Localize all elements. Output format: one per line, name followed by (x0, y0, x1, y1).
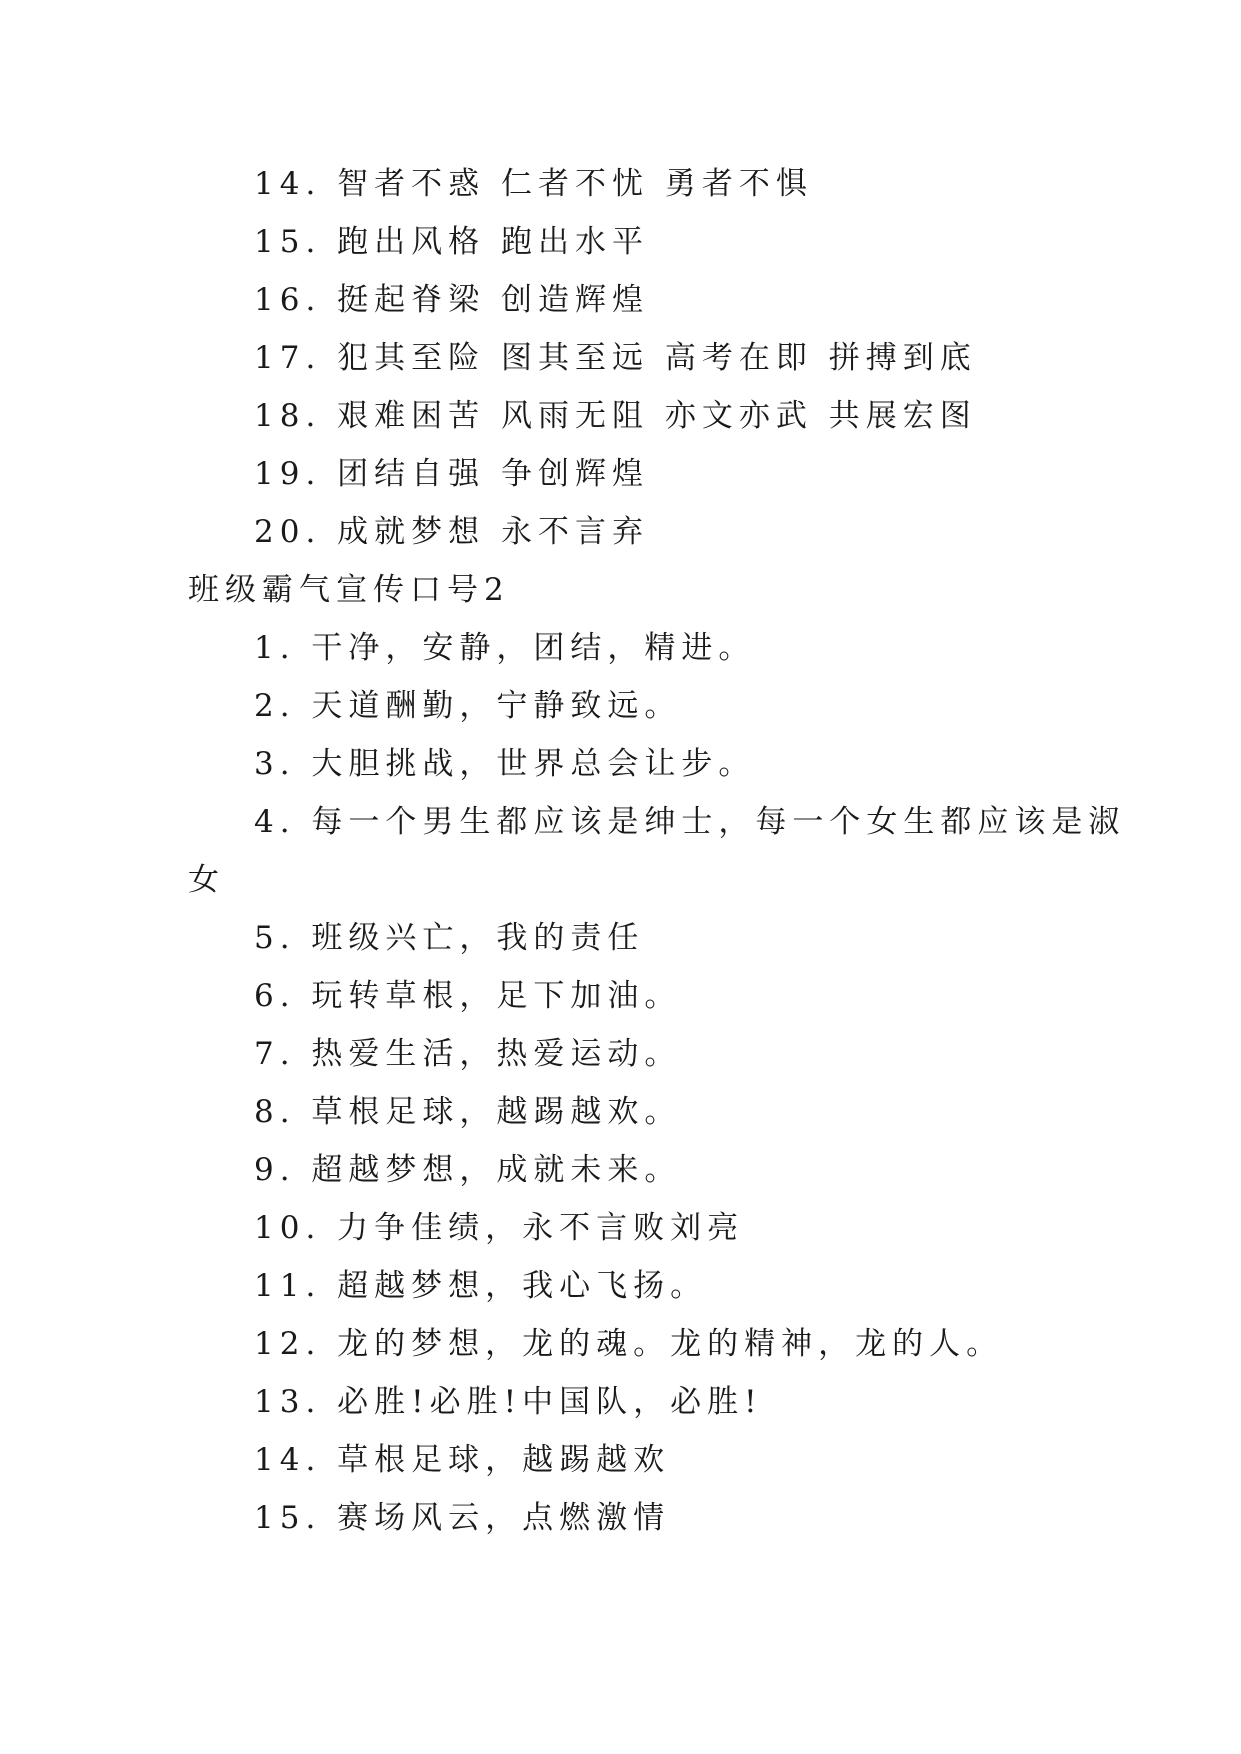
slogan-item: 8. 草根足球，越踢越欢。 (254, 1094, 682, 1130)
slogan-item-continuation: 女 (188, 862, 225, 898)
slogan-item: 18. 艰难困苦 风雨无阻 亦文亦武 共展宏图 (254, 398, 977, 434)
slogan-item: 10. 力争佳绩，永不言败刘亮 (254, 1210, 745, 1246)
slogan-item: 12. 龙的梦想，龙的魂。龙的精神，龙的人。 (254, 1326, 1004, 1362)
slogan-item: 17. 犯其至险 图其至远 高考在即 拼搏到底 (254, 340, 977, 376)
slogan-item: 14. 智者不惑 仁者不忧 勇者不惧 (254, 166, 813, 202)
slogan-item: 15. 跑出风格 跑出水平 (254, 224, 650, 260)
slogan-item: 15. 赛场风云，点燃激情 (254, 1500, 671, 1536)
slogan-item: 6. 玩转草根，足下加油。 (254, 978, 682, 1014)
slogan-item: 13. 必胜!必胜!中国队，必胜! (254, 1384, 763, 1420)
slogan-item: 20. 成就梦想 永不言弃 (254, 514, 650, 550)
slogan-item: 7. 热爱生活，热爱运动。 (254, 1036, 682, 1072)
slogan-item: 4. 每一个男生都应该是绅士，每一个女生都应该是淑 (254, 804, 1126, 840)
slogan-item: 16. 挺起脊梁 创造辉煌 (254, 282, 650, 318)
slogan-item: 9. 超越梦想，成就未来。 (254, 1152, 682, 1188)
slogan-item: 5. 班级兴亡，我的责任 (254, 920, 645, 956)
slogan-item: 1. 干净，安静，团结，精进。 (254, 630, 756, 666)
slogan-item: 14. 草根足球，越踢越欢 (254, 1442, 671, 1478)
section-heading: 班级霸气宣传口号2 (188, 572, 510, 608)
slogan-item: 2. 天道酬勤，宁静致远。 (254, 688, 682, 724)
slogan-item: 11. 超越梦想，我心飞扬。 (254, 1268, 708, 1304)
slogan-item: 3. 大胆挑战，世界总会让步。 (254, 746, 756, 782)
slogan-item: 19. 团结自强 争创辉煌 (254, 456, 650, 492)
